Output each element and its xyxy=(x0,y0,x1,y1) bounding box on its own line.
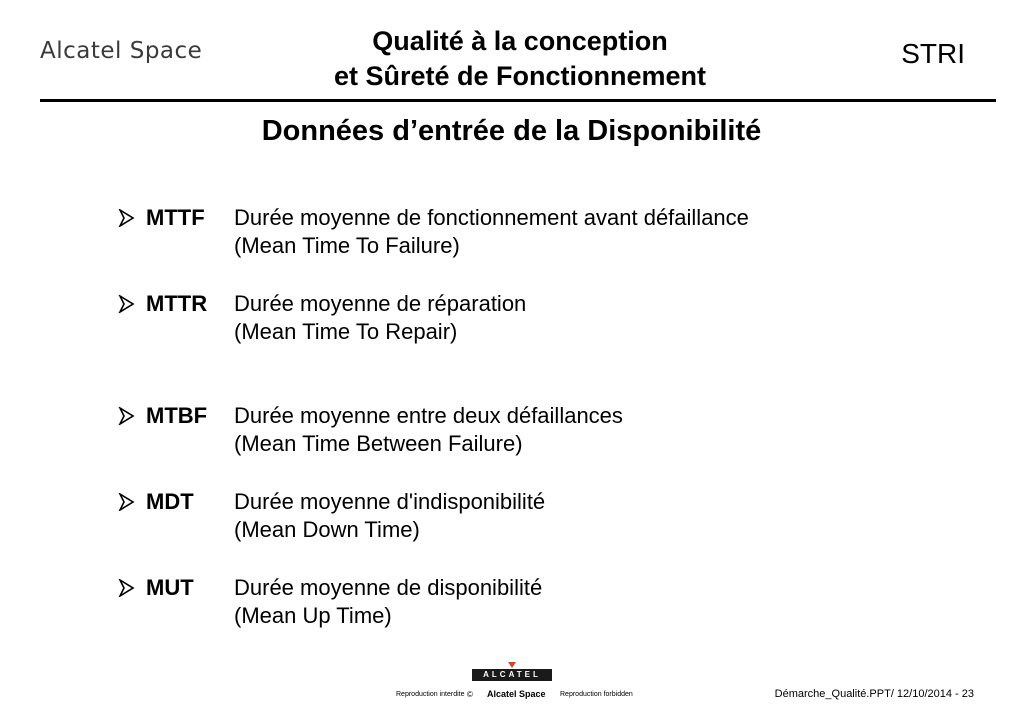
term-abbreviation: MTTR xyxy=(146,291,208,316)
header-divider xyxy=(40,99,996,102)
term-description xyxy=(234,574,542,630)
footer-copyright-symbol: © xyxy=(467,690,473,699)
term-definition-fr: Durée moyenne de fonctionnement avant défaillance xyxy=(234,205,749,230)
term-description xyxy=(234,290,526,346)
term-abbreviation: MTBF xyxy=(146,403,208,428)
term-definition-fr: Durée moyenne de disponibilité xyxy=(234,575,543,600)
slide-title: Données d’entrée de la Disponibilité xyxy=(261,115,762,147)
arrow-bullet-icon xyxy=(118,493,135,511)
footer-brand: Alcatel Space xyxy=(487,689,546,699)
footer-reproduction-interdite: Reproduction interdite xyxy=(396,691,465,698)
term-description xyxy=(234,204,749,260)
term-definition-en: (Mean Down Time) xyxy=(234,517,420,542)
header-title-line2: et Sûreté de Fonctionnement xyxy=(333,61,707,91)
term-abbreviation: MTTF xyxy=(146,205,205,230)
footer-reproduction-forbidden: Reproduction forbidden xyxy=(560,691,633,698)
arrow-bullet-icon xyxy=(118,579,135,597)
term-description xyxy=(234,402,623,458)
alcatel-arrow-icon xyxy=(508,662,516,668)
term-definition-en: (Mean Time To Failure) xyxy=(234,233,460,258)
header-title-line1: Qualité à la conception xyxy=(372,26,668,56)
footer-document-reference: Démarche_Qualité.PPT/ 12/10/2014 - 23 xyxy=(774,688,974,700)
term-definition-en: (Mean Time Between Failure) xyxy=(234,431,523,456)
header-title xyxy=(270,24,770,94)
alcatel-space-logo: Alcatel Space xyxy=(40,38,203,64)
term-abbreviation: MDT xyxy=(146,489,194,514)
arrow-bullet-icon xyxy=(118,209,135,227)
term-definition-en: (Mean Up Time) xyxy=(234,603,392,628)
arrow-bullet-icon xyxy=(118,407,135,425)
alcatel-footer-logo xyxy=(472,662,552,682)
term-definition-en: (Mean Time To Repair) xyxy=(234,319,458,344)
term-definition-fr: Durée moyenne entre deux défaillances xyxy=(234,403,623,428)
term-definition-fr: Durée moyenne de réparation xyxy=(234,291,527,316)
arrow-bullet-icon xyxy=(118,295,135,313)
header-stri-label: STRI xyxy=(901,38,965,69)
term-description xyxy=(234,488,545,544)
term-definition-fr: Durée moyenne d'indisponibilité xyxy=(234,489,546,514)
alcatel-logo-text: ALCATEL xyxy=(472,669,552,681)
term-abbreviation: MUT xyxy=(146,575,194,600)
